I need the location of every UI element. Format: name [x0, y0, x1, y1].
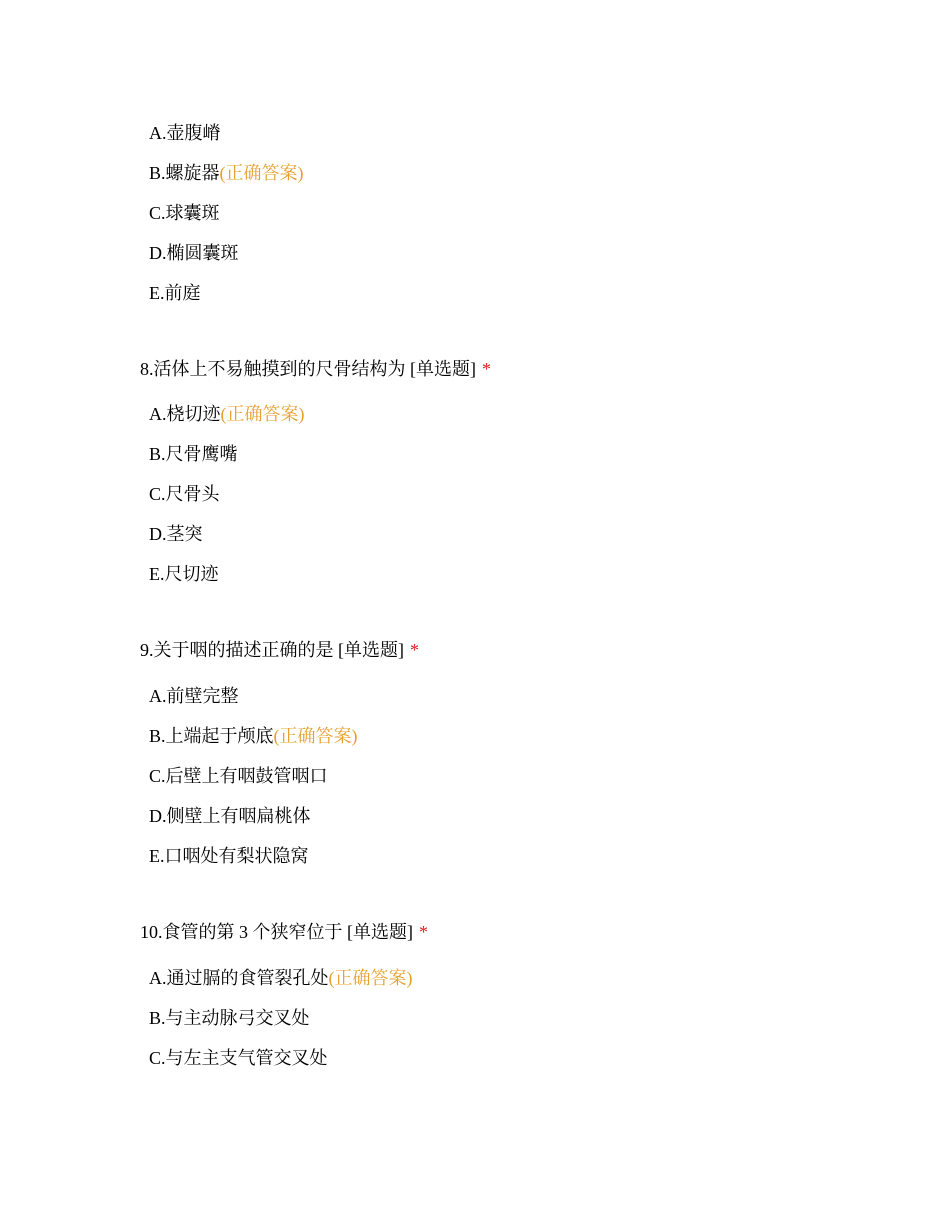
- required-mark: *: [482, 359, 491, 379]
- option-text: E.口咽处有梨状隐窝: [149, 846, 309, 866]
- q9-option-d: [149, 805, 311, 827]
- question-text: 9.关于咽的描述正确的是 [单选题]: [140, 640, 404, 660]
- option-text: B.螺旋器: [149, 163, 220, 183]
- required-mark: *: [410, 640, 419, 660]
- option-text: A.通过膈的食管裂孔处: [149, 968, 329, 988]
- option-text: A.桡切迹: [149, 404, 221, 424]
- q7-option-a: [149, 122, 221, 144]
- q8-option-b: [149, 443, 238, 465]
- correct-answer-tag: (正确答案): [220, 404, 305, 424]
- option-text: B.尺骨鹰嘴: [149, 444, 238, 464]
- required-mark: *: [419, 922, 428, 942]
- option-text: E.前庭: [149, 283, 201, 303]
- q10-title: [140, 921, 428, 943]
- q10-option-b: [149, 1007, 310, 1029]
- q8-option-e: [149, 563, 219, 585]
- q9-option-a: [149, 685, 239, 707]
- option-text: C.尺骨头: [149, 484, 220, 504]
- q9-option-b: [149, 725, 358, 747]
- correct-answer-tag: (正确答案): [273, 726, 358, 746]
- correct-answer-tag: (正确答案): [328, 968, 413, 988]
- q7-option-c: [149, 202, 220, 224]
- option-text: B.上端起于颅底: [149, 726, 274, 746]
- option-text: A.壶腹嵴: [149, 123, 221, 143]
- q10-option-c: [149, 1047, 328, 1069]
- q8-title: [140, 358, 491, 380]
- correct-answer-tag: (正确答案): [219, 163, 304, 183]
- question-text: 8.活体上不易触摸到的尺骨结构为 [单选题]: [140, 359, 476, 379]
- q7-option-e: [149, 282, 201, 304]
- q7-option-d: [149, 242, 239, 264]
- option-text: D.茎突: [149, 524, 203, 544]
- q9-title: [140, 639, 419, 661]
- q7-option-b: [149, 162, 304, 184]
- q8-option-c: [149, 483, 220, 505]
- option-text: C.后壁上有咽鼓管咽口: [149, 766, 328, 786]
- q9-option-c: [149, 765, 328, 787]
- option-text: D.侧壁上有咽扁桃体: [149, 806, 311, 826]
- option-text: B.与主动脉弓交叉处: [149, 1008, 310, 1028]
- q9-option-e: [149, 845, 309, 867]
- option-text: C.与左主支气管交叉处: [149, 1048, 328, 1068]
- q8-option-d: [149, 523, 203, 545]
- option-text: D.椭圆囊斑: [149, 243, 239, 263]
- option-text: A.前壁完整: [149, 686, 239, 706]
- q8-option-a: [149, 403, 305, 425]
- option-text: C.球囊斑: [149, 203, 220, 223]
- q10-option-a: [149, 967, 413, 989]
- option-text: E.尺切迹: [149, 564, 219, 584]
- question-text: 10.食管的第 3 个狭窄位于 [单选题]: [140, 922, 413, 942]
